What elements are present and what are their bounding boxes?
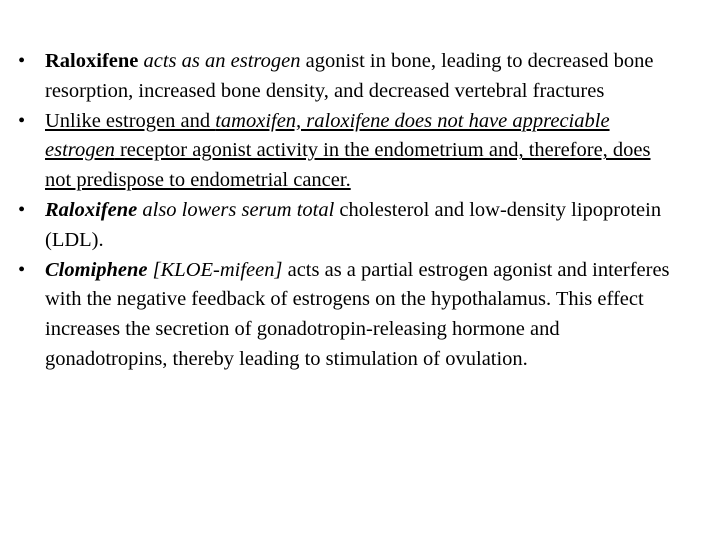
text-segment: acts as a partial estrogen agonist and interferes with the negative feedback of estrogens on the hypothalamus. This effect increases the secretion of gonadotropin-releasing hormone and gonadotropins, thereby leading to stimulation of ovulation.	[45, 258, 670, 370]
underlined-italic-text: tamoxifen, raloxifene does not have appreciable estrogen	[45, 109, 610, 162]
text-segment: agonist in bone, leading to decreased bone resorption, increased bone density, and decreased vertebral fractures	[45, 50, 654, 102]
bullet-item	[18, 47, 678, 107]
italic-phrase: also lowers serum total	[142, 198, 335, 221]
bullet-item	[18, 256, 678, 375]
underlined-text: Unlike estrogen and	[45, 109, 216, 132]
bullet-list	[18, 47, 678, 375]
bullet-point-icon: •	[18, 50, 26, 72]
bullet-point-icon: •	[18, 109, 26, 132]
bullet-item	[18, 196, 678, 256]
underlined-text: receptor agonist activity in the endometrium and, therefore, does not predispose to endometrial cancer.	[45, 139, 651, 192]
text-segment: cholesterol and low-density lipoprotein (LDL).	[45, 198, 662, 251]
drug-name-raloxifene: Raloxifene	[45, 198, 138, 221]
bullet-point-icon: •	[18, 258, 26, 281]
bullet-point-icon: •	[18, 198, 26, 221]
bullet-item	[18, 107, 678, 196]
drug-name-clomiphene: Clomiphene	[45, 258, 148, 281]
pronunciation-guide: [KLOE-mifeen]	[152, 258, 283, 281]
drug-name-raloxifene: Raloxifene	[45, 50, 139, 72]
italic-phrase: acts as an estrogen	[143, 50, 301, 72]
